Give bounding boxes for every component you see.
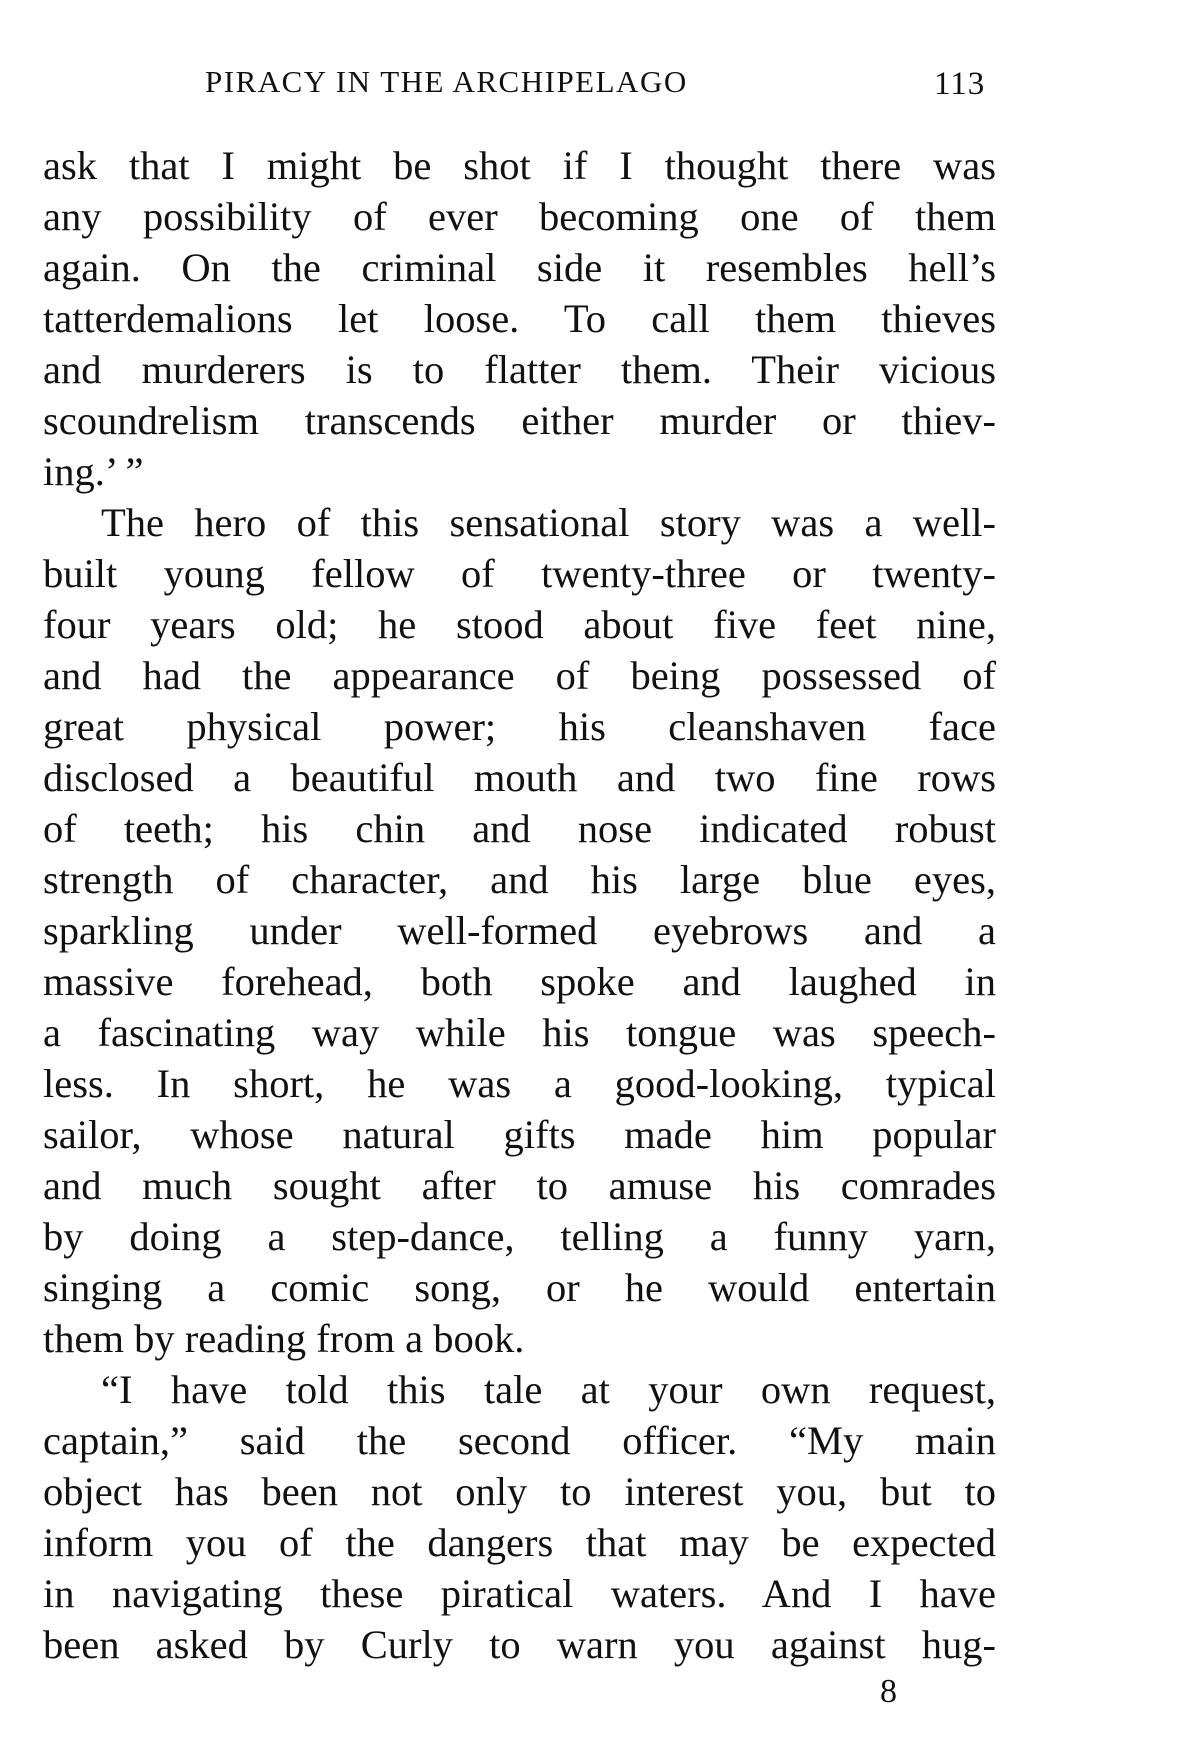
text-line: any possibility of ever becoming one of them	[43, 194, 996, 239]
text-line: them by reading from a book.	[43, 1316, 525, 1361]
text-line: sailor, whose natural gifts made him popular	[43, 1112, 996, 1157]
text-line: sparkling under well-formed eyebrows and a	[43, 908, 996, 953]
paragraph-start-line: The hero of this sensational story was a well-	[101, 500, 996, 545]
text-line: great physical power; his cleanshaven face	[43, 704, 996, 749]
text-line: scoundrelism transcends either murder or thiev-	[43, 398, 996, 443]
text-line: captain,” said the second officer. “My main	[43, 1418, 996, 1463]
text-line: object has been not only to interest you, but to	[43, 1469, 996, 1514]
text-line: ask that I might be shot if I thought there was	[43, 143, 996, 188]
text-line: built young fellow of twenty-three or twenty-	[43, 551, 996, 596]
body-text	[43, 140, 996, 1670]
text-line: less. In short, he was a good-looking, typical	[43, 1061, 996, 1106]
text-line: again. On the criminal side it resembles hell’s	[43, 245, 996, 290]
running-head	[0, 58, 1204, 106]
running-title: PIRACY IN THE ARCHIPELAGO	[205, 64, 688, 99]
text-line: a fascinating way while his tongue was speech-	[43, 1010, 996, 1055]
text-line: and murderers is to flatter them. Their vicious	[43, 347, 996, 392]
page-number: 113	[934, 66, 986, 102]
paragraph-start-line: “I have told this tale at your own request,	[101, 1367, 996, 1412]
text-line: by doing a step-dance, telling a funny yarn,	[43, 1214, 996, 1259]
text-line: massive forehead, both spoke and laughed in	[43, 959, 996, 1004]
text-line: been asked by Curly to warn you against hug-	[43, 1622, 996, 1667]
text-line: inform you of the dangers that may be expected	[43, 1520, 996, 1565]
text-line: four years old; he stood about five feet nine,	[43, 602, 996, 647]
text-line: strength of character, and his large blue eyes,	[43, 857, 996, 902]
text-line: in navigating these piratical waters. And I have	[43, 1571, 996, 1616]
text-line: of teeth; his chin and nose indicated robust	[43, 806, 996, 851]
text-line: tatterdemalions let loose. To call them thieves	[43, 296, 996, 341]
text-line: and much sought after to amuse his comrades	[43, 1163, 996, 1208]
text-line: singing a comic song, or he would entertain	[43, 1265, 996, 1310]
text-line: ing.’ ”	[43, 449, 144, 494]
text-line: disclosed a beautiful mouth and two fine rows	[43, 755, 996, 800]
signature-mark: 8	[880, 1673, 897, 1710]
text-line: and had the appearance of being possessed of	[43, 653, 996, 698]
